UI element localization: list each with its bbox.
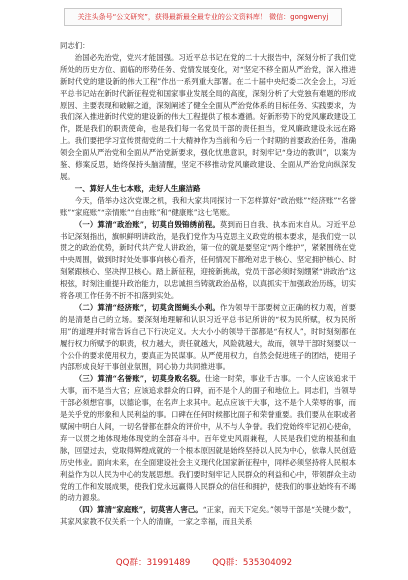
footer-contact — [0, 556, 408, 568]
item-body: “正家，而天下定矣。”领导干部是“关键少数”，其家风家教不仅关系一个人的清廉，一家之幸福，而且关系 — [60, 505, 356, 527]
qq-group-1-number[interactable]: 31991489 — [146, 558, 191, 568]
item-lead: （一）算清“政治账”，切莫自毁锦绣前程。 — [74, 219, 220, 229]
item-economy — [60, 302, 356, 373]
document-body — [60, 40, 356, 528]
item-body: 作为领导干部要树立正确的权力观，首要的是清楚自己的立场。要深刻地理解和认识习近平总书记所讲的“权为民所赋，权为民所用”的道理并时常告诉自己下行决定义。大大小小的领导干部都是“有权人”，时时刻刻都在履行权力所赋予的职责，权力越大，责任就越大，风险就越大，故而，领导干部时刻要以一个公仆的要求使用权力，要真正为民谋事。从严使用权力，自然会促进班子的团结，使用子内部形成良好干事创业氛围，同心协力共同推进事。 — [60, 302, 356, 372]
item-lead: （二）算清“经济账”，切莫贪图蝇头小利。 — [74, 302, 220, 312]
item-lead: （四）算清“家庭账”，切莫害人害己。 — [74, 505, 203, 515]
item-body: 莫到而日自我、执本而末自从。习近平总书记深刻指出，旗帜鲜明讲政治，是我们党作为马克思主义政党的根本要求，是我们党一以贯之的政治优势，新时代共产党人讲政治，第一位的就是要坚定“两个维护”，紧紧围绕在党中央周围，做到时时处处事事向核心看齐，任何情况下都绝对忠于核心、坚定拥护核心、时刻紧跟核心、坚决捍卫核心。踏上新征程，迎接新挑战，党员干部必须时刻绷紧“讲政治”这根弦，时刻注重提升政治能力，以忠诚担当铸就政治品格，以真抓实干加强政治历练，切实将各项工作任务不折不扣落到实处。 — [60, 219, 356, 301]
item-reputation — [60, 373, 356, 504]
qq-group-2-label: QQ群： — [212, 558, 243, 568]
section-intro: 今天，借举办这次党课之机，我和大家共同探讨一下怎样算好“政治账”“经济账”“名誉账”“家庭账”“亲情账”“自由账”和“健康账”这七笔账。 — [60, 195, 356, 217]
item-family — [60, 504, 356, 528]
promo-banner-text: 关注头条号“公文研究”，获得最新最全最专业的公文资料库！ 微信：gongwenyj — [77, 13, 329, 21]
salutation: 同志们： — [60, 41, 90, 50]
qq-group-1-label: QQ群： — [115, 558, 147, 568]
item-lead: （三）算清“名誉账”，切莫身败名裂。 — [74, 374, 205, 384]
section-heading: 一、算好人生七本账，走好人生廉洁路 — [74, 183, 201, 193]
qq-group-2-number[interactable]: 535304092 — [242, 558, 293, 568]
promo-banner[interactable] — [64, 8, 342, 26]
item-politics — [60, 219, 356, 302]
paragraph-intro: 治国必先治党，党兴才能国强。习近平总书记在党的二十大报告中，深刻分析了我们党所处的历史方位、面临的形势任务、党情发展变化，对“坚定不移全面从严治党，深入推进新时代党的建设新的伟大工程”作出一系列重大部署。在二十届中央纪委二次全会上，习近平总书记站在新时代新征程党和国家事业发展全局的高度，深刻分析了大党独有难题的形成原因、主要表现和破解之道，深刻阐述了健全全面从严治党体系的目标任务、实践要求，为我们深入推进新时代党的建设新的伟大工程提供了根本遵循。好新形势下的党风廉政建设工作，既是我们的职责使命，也是我们每一名党员干部的责任担当，党风廉政建设永远在路上。我们要把学习宣传贯彻党的二十大精神作为当前和今后一个时期的首要政治任务，准确领会全面从严治党和全面从严治党新要求，强化忧患意识，时刻牢记“身边的教训”，以案为鉴、修案反思，始终保持头脑清醒，坚定不移推动党风廉政建设、全面从严治党向纵深发展。 — [60, 52, 356, 181]
item-body: 仕途一时荣，事业千古事。一个人应该追求干大事，而不是当大官；应该追求群众的口碑，而不是个人的面子和地位上。同志们，当领导干部必须想官事，以德论事，在名声上求其中。起点应该干大事，这不是个人荣辱的事，而是关乎党的形象和人民利益的事。口碑在任何时候都比面子和荣誉重要。我们要从在职或者赋闲中明白人间，一切名誉都在群众的评价中，从不与人争誉。我们党始终牢记初心使命，弃一以贯之地体现地体现党的全部奋斗中。百年党史风雨兼程，人民是我们党的根基和血脉，回望过去，党取得辉煌成就的一个根本原因就是始终坚持以人民为中心，依靠人民创造历史伟业。面向未来，在全面建设社会主义现代化国家新征程中，同样必须坚持将人民根本利益作为以人民为中心的发展思想。我们要时刻牢记人民群众的利益和心中，带领群众主动党的工作和发展成果，使我们党永远赢得人民群众的信任和拥护，使我们的事业始终有不竭的动力源泉。 — [60, 374, 356, 503]
